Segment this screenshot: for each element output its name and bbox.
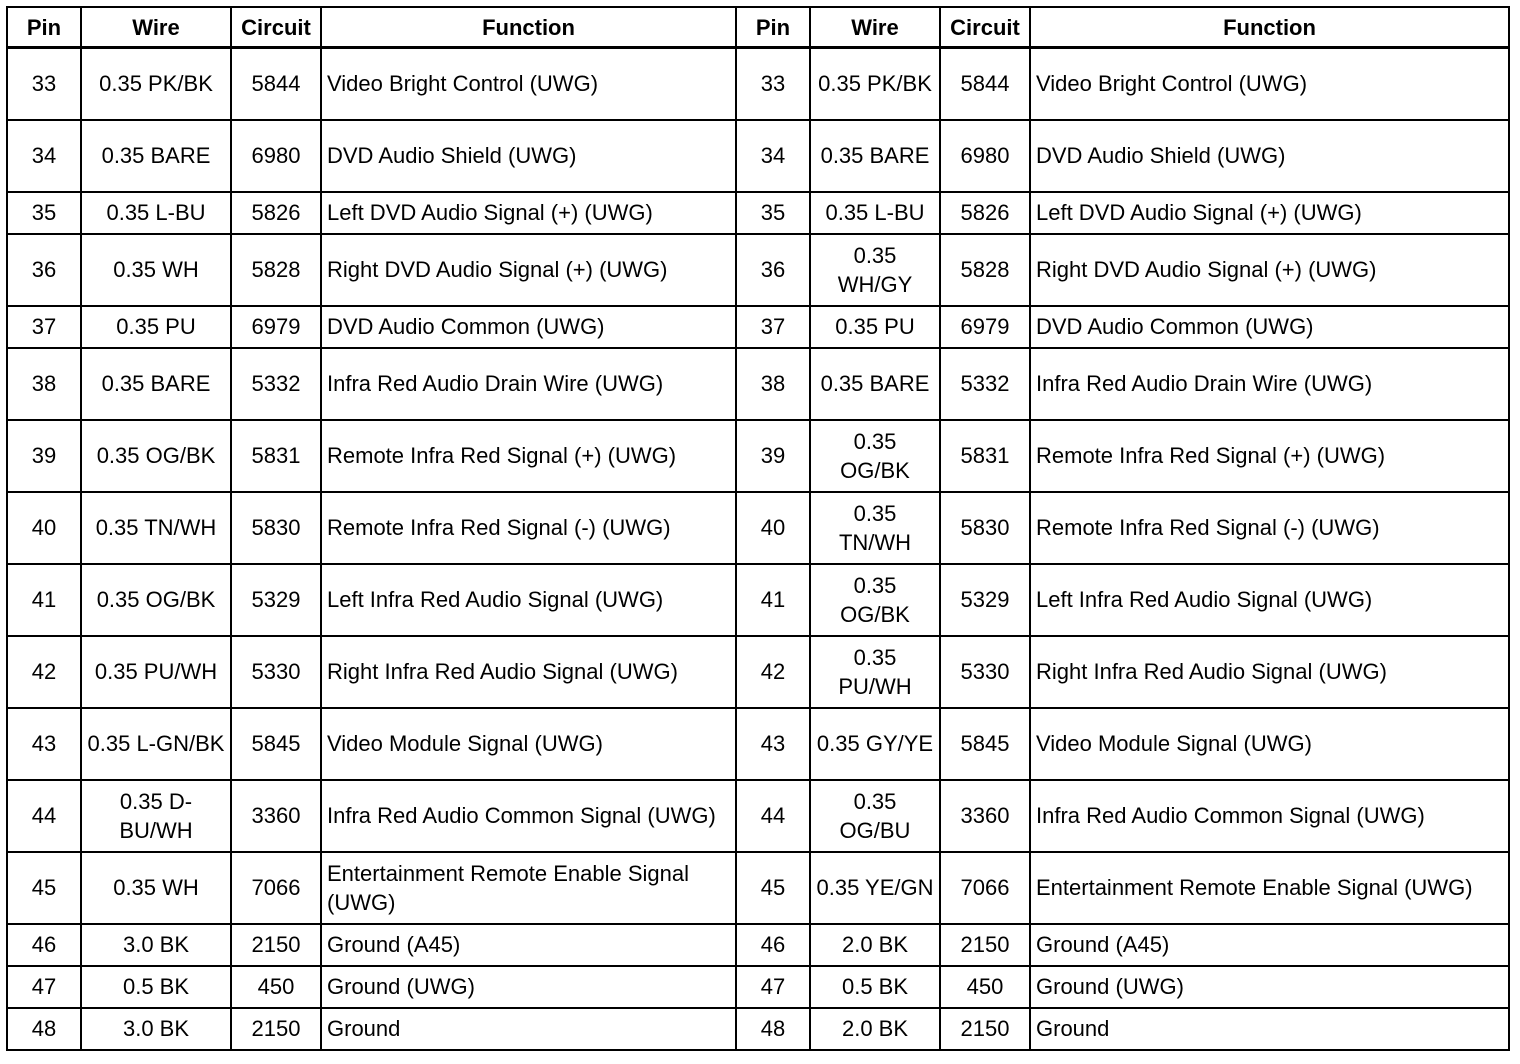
left-circuit-cell: 2150: [231, 1008, 321, 1050]
left-circuit-cell: 5330: [231, 636, 321, 708]
left-wire-cell: 0.5 BK: [81, 966, 231, 1008]
right-circuit-cell: 2150: [940, 924, 1030, 966]
right-circuit-cell: 5844: [940, 48, 1030, 120]
right-function-cell: Video Bright Control (UWG): [1030, 48, 1509, 120]
left-wire-cell: 3.0 BK: [81, 924, 231, 966]
left-function-cell: Remote Infra Red Signal (-) (UWG): [321, 492, 736, 564]
left-pin-cell: 34: [7, 120, 81, 192]
right-wire-cell: 0.35 OG/BU: [810, 780, 940, 852]
left-circuit-cell: 450: [231, 966, 321, 1008]
right-function-cell: Video Module Signal (UWG): [1030, 708, 1509, 780]
header-wire: Wire: [810, 7, 940, 48]
right-wire-cell: 0.35 PU: [810, 306, 940, 348]
right-pin-cell: 40: [736, 492, 810, 564]
right-circuit-cell: 5828: [940, 234, 1030, 306]
left-function-cell: Ground: [321, 1008, 736, 1050]
left-pin-cell: 48: [7, 1008, 81, 1050]
table-row: [7, 348, 1509, 420]
right-circuit-cell: 5830: [940, 492, 1030, 564]
table-row: [7, 48, 1509, 120]
left-circuit-cell: 5329: [231, 564, 321, 636]
table-row: [7, 924, 1509, 966]
right-function-cell: Ground: [1030, 1008, 1509, 1050]
left-pin-cell: 39: [7, 420, 81, 492]
left-circuit-cell: 6979: [231, 306, 321, 348]
right-circuit-cell: 5332: [940, 348, 1030, 420]
left-circuit-cell: 2150: [231, 924, 321, 966]
right-wire-cell: 0.35 OG/BK: [810, 420, 940, 492]
right-pin-cell: 37: [736, 306, 810, 348]
right-circuit-cell: 6980: [940, 120, 1030, 192]
left-wire-cell: 3.0 BK: [81, 1008, 231, 1050]
right-function-cell: Remote Infra Red Signal (+) (UWG): [1030, 420, 1509, 492]
right-function-cell: DVD Audio Shield (UWG): [1030, 120, 1509, 192]
left-pin-cell: 35: [7, 192, 81, 234]
right-pin-cell: 45: [736, 852, 810, 924]
left-circuit-cell: 5828: [231, 234, 321, 306]
right-function-cell: Right DVD Audio Signal (+) (UWG): [1030, 234, 1509, 306]
left-pin-cell: 37: [7, 306, 81, 348]
left-function-cell: Ground (UWG): [321, 966, 736, 1008]
left-circuit-cell: 5845: [231, 708, 321, 780]
right-pin-cell: 34: [736, 120, 810, 192]
right-wire-cell: 0.5 BK: [810, 966, 940, 1008]
right-circuit-cell: 5826: [940, 192, 1030, 234]
table-row: [7, 120, 1509, 192]
right-pin-cell: 42: [736, 636, 810, 708]
left-wire-cell: 0.35 D-BU/WH: [81, 780, 231, 852]
right-circuit-cell: 7066: [940, 852, 1030, 924]
left-circuit-cell: 3360: [231, 780, 321, 852]
right-circuit-cell: 5831: [940, 420, 1030, 492]
table-row: [7, 1008, 1509, 1050]
left-function-cell: Video Bright Control (UWG): [321, 48, 736, 120]
right-pin-cell: 36: [736, 234, 810, 306]
table-row: [7, 564, 1509, 636]
header-wire: Wire: [81, 7, 231, 48]
left-pin-cell: 47: [7, 966, 81, 1008]
header-function: Function: [321, 7, 736, 48]
left-pin-cell: 40: [7, 492, 81, 564]
left-function-cell: Right DVD Audio Signal (+) (UWG): [321, 234, 736, 306]
left-wire-cell: 0.35 TN/WH: [81, 492, 231, 564]
left-function-cell: Infra Red Audio Common Signal (UWG): [321, 780, 736, 852]
right-circuit-cell: 5329: [940, 564, 1030, 636]
connector-pinout-table: [6, 6, 1510, 1051]
left-wire-cell: 0.35 OG/BK: [81, 420, 231, 492]
left-wire-cell: 0.35 BARE: [81, 348, 231, 420]
table-row: [7, 966, 1509, 1008]
left-pin-cell: 33: [7, 48, 81, 120]
left-function-cell: Right Infra Red Audio Signal (UWG): [321, 636, 736, 708]
left-circuit-cell: 7066: [231, 852, 321, 924]
left-wire-cell: 0.35 PU/WH: [81, 636, 231, 708]
table-header-row: [7, 7, 1509, 48]
left-function-cell: Left DVD Audio Signal (+) (UWG): [321, 192, 736, 234]
left-function-cell: Remote Infra Red Signal (+) (UWG): [321, 420, 736, 492]
right-circuit-cell: 450: [940, 966, 1030, 1008]
header-circuit: Circuit: [231, 7, 321, 48]
left-pin-cell: 45: [7, 852, 81, 924]
left-wire-cell: 0.35 L-GN/BK: [81, 708, 231, 780]
right-pin-cell: 47: [736, 966, 810, 1008]
right-pin-cell: 46: [736, 924, 810, 966]
right-wire-cell: 0.35 PU/WH: [810, 636, 940, 708]
right-wire-cell: 0.35 TN/WH: [810, 492, 940, 564]
right-pin-cell: 43: [736, 708, 810, 780]
right-function-cell: Infra Red Audio Drain Wire (UWG): [1030, 348, 1509, 420]
left-pin-cell: 46: [7, 924, 81, 966]
left-function-cell: DVD Audio Common (UWG): [321, 306, 736, 348]
left-wire-cell: 0.35 WH: [81, 852, 231, 924]
right-wire-cell: 2.0 BK: [810, 1008, 940, 1050]
table-row: [7, 192, 1509, 234]
right-circuit-cell: 5330: [940, 636, 1030, 708]
right-function-cell: Left Infra Red Audio Signal (UWG): [1030, 564, 1509, 636]
table-row: [7, 852, 1509, 924]
right-circuit-cell: 5845: [940, 708, 1030, 780]
right-circuit-cell: 6979: [940, 306, 1030, 348]
right-pin-cell: 44: [736, 780, 810, 852]
left-wire-cell: 0.35 WH: [81, 234, 231, 306]
table-row: [7, 306, 1509, 348]
right-wire-cell: 0.35 OG/BK: [810, 564, 940, 636]
right-function-cell: Entertainment Remote Enable Signal (UWG): [1030, 852, 1509, 924]
right-wire-cell: 0.35 YE/GN: [810, 852, 940, 924]
right-wire-cell: 2.0 BK: [810, 924, 940, 966]
left-function-cell: Infra Red Audio Drain Wire (UWG): [321, 348, 736, 420]
table-row: [7, 708, 1509, 780]
right-pin-cell: 48: [736, 1008, 810, 1050]
right-circuit-cell: 3360: [940, 780, 1030, 852]
left-function-cell: DVD Audio Shield (UWG): [321, 120, 736, 192]
left-function-cell: Entertainment Remote Enable Signal (UWG): [321, 852, 736, 924]
right-wire-cell: 0.35 L-BU: [810, 192, 940, 234]
header-circuit: Circuit: [940, 7, 1030, 48]
right-function-cell: DVD Audio Common (UWG): [1030, 306, 1509, 348]
right-pin-cell: 41: [736, 564, 810, 636]
right-function-cell: Ground (A45): [1030, 924, 1509, 966]
left-function-cell: Left Infra Red Audio Signal (UWG): [321, 564, 736, 636]
table-row: [7, 420, 1509, 492]
right-pin-cell: 33: [736, 48, 810, 120]
left-circuit-cell: 5332: [231, 348, 321, 420]
right-pin-cell: 38: [736, 348, 810, 420]
table-row: [7, 492, 1509, 564]
left-pin-cell: 42: [7, 636, 81, 708]
left-wire-cell: 0.35 BARE: [81, 120, 231, 192]
left-circuit-cell: 5844: [231, 48, 321, 120]
left-pin-cell: 41: [7, 564, 81, 636]
left-wire-cell: 0.35 PK/BK: [81, 48, 231, 120]
right-function-cell: Left DVD Audio Signal (+) (UWG): [1030, 192, 1509, 234]
right-function-cell: Ground (UWG): [1030, 966, 1509, 1008]
left-wire-cell: 0.35 L-BU: [81, 192, 231, 234]
right-wire-cell: 0.35 WH/GY: [810, 234, 940, 306]
table-row: [7, 780, 1509, 852]
left-pin-cell: 38: [7, 348, 81, 420]
right-function-cell: Right Infra Red Audio Signal (UWG): [1030, 636, 1509, 708]
left-circuit-cell: 5831: [231, 420, 321, 492]
left-wire-cell: 0.35 OG/BK: [81, 564, 231, 636]
left-circuit-cell: 5830: [231, 492, 321, 564]
right-pin-cell: 35: [736, 192, 810, 234]
left-pin-cell: 43: [7, 708, 81, 780]
right-wire-cell: 0.35 PK/BK: [810, 48, 940, 120]
left-function-cell: Video Module Signal (UWG): [321, 708, 736, 780]
right-pin-cell: 39: [736, 420, 810, 492]
header-pin: Pin: [7, 7, 81, 48]
left-wire-cell: 0.35 PU: [81, 306, 231, 348]
left-function-cell: Ground (A45): [321, 924, 736, 966]
header-pin: Pin: [736, 7, 810, 48]
left-pin-cell: 44: [7, 780, 81, 852]
left-pin-cell: 36: [7, 234, 81, 306]
left-circuit-cell: 6980: [231, 120, 321, 192]
right-circuit-cell: 2150: [940, 1008, 1030, 1050]
right-wire-cell: 0.35 GY/YE: [810, 708, 940, 780]
right-function-cell: Remote Infra Red Signal (-) (UWG): [1030, 492, 1509, 564]
right-wire-cell: 0.35 BARE: [810, 348, 940, 420]
right-function-cell: Infra Red Audio Common Signal (UWG): [1030, 780, 1509, 852]
table-row: [7, 234, 1509, 306]
table-body: [7, 48, 1509, 1050]
right-wire-cell: 0.35 BARE: [810, 120, 940, 192]
header-function: Function: [1030, 7, 1509, 48]
table-row: [7, 636, 1509, 708]
left-circuit-cell: 5826: [231, 192, 321, 234]
